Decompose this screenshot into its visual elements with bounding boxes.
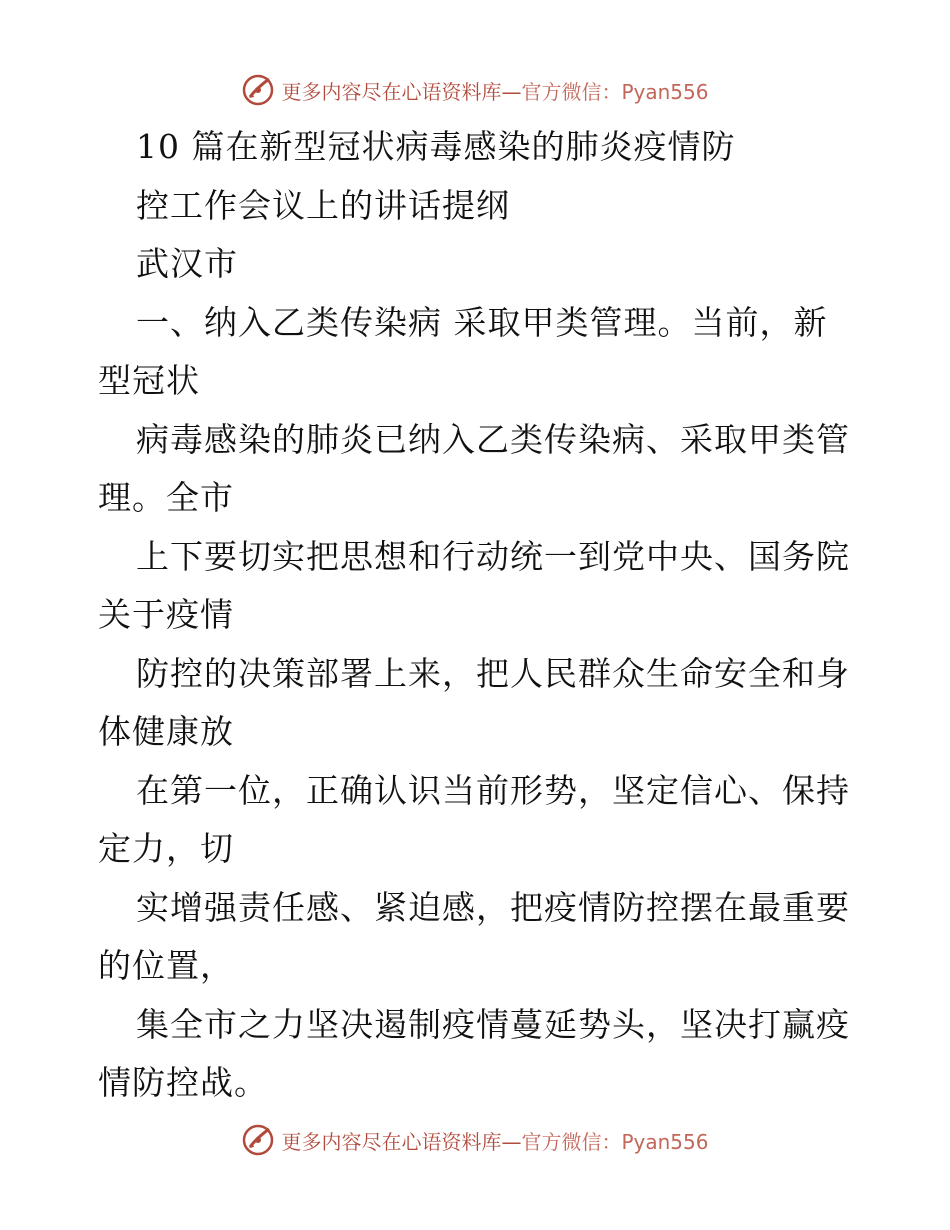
paragraph-line: 定力，切 xyxy=(98,829,234,868)
paragraph-line: 防控的决策部署上来，把人民群众生命安全和身 xyxy=(136,653,850,693)
pen-logo-icon xyxy=(241,73,275,107)
paragraph-line: 在第一位，正确认识当前形势，坚定信心、保持 xyxy=(136,770,850,810)
watermark-title: 更多内容尽在心语资料库— xyxy=(281,79,522,104)
paragraph-line: 病毒感染的肺炎已纳入乙类传染病、采取甲类管 xyxy=(136,419,850,459)
author-line: 武汉市 xyxy=(136,244,238,283)
paragraph-line: 理。全市 xyxy=(98,478,234,517)
watermark-wechat: 官方微信：Pyan556 xyxy=(521,79,709,104)
watermark-title: 更多内容尽在心语资料库— xyxy=(281,1129,522,1154)
document-body xyxy=(98,118,858,1113)
watermark-text xyxy=(281,76,708,105)
watermark-wechat: 官方微信：Pyan556 xyxy=(521,1129,709,1154)
paragraph-line: 关于疫情 xyxy=(98,595,234,634)
paragraph-line: 型冠状 xyxy=(98,361,200,400)
paragraph-line: 上下要切实把思想和行动统一到党中央、国务院 xyxy=(136,536,850,576)
paragraph-line: 体健康放 xyxy=(98,712,234,751)
paragraph-line: 实增强责任感、紧迫感，把疫情防控摆在最重要 xyxy=(136,887,850,927)
paragraph-line: 情防控战。 xyxy=(98,1063,268,1102)
pen-logo-icon xyxy=(241,1123,275,1157)
footer-watermark-banner xyxy=(0,1120,950,1160)
paragraph-line: 的位置， xyxy=(98,946,234,985)
title-line-2: 控工作会议上的讲话提纲 xyxy=(136,185,510,225)
paragraph-line: 一、纳入乙类传染病 采取甲类管理。当前，新 xyxy=(136,302,828,342)
title-line-1: 10 篇在新型冠状病毒感染的肺炎疫情防 xyxy=(136,127,736,166)
watermark-text xyxy=(281,1126,708,1155)
header-watermark-banner xyxy=(0,70,950,110)
paragraph-line: 集全市之力坚决遏制疫情蔓延势头，坚决打赢疫 xyxy=(136,1004,850,1044)
